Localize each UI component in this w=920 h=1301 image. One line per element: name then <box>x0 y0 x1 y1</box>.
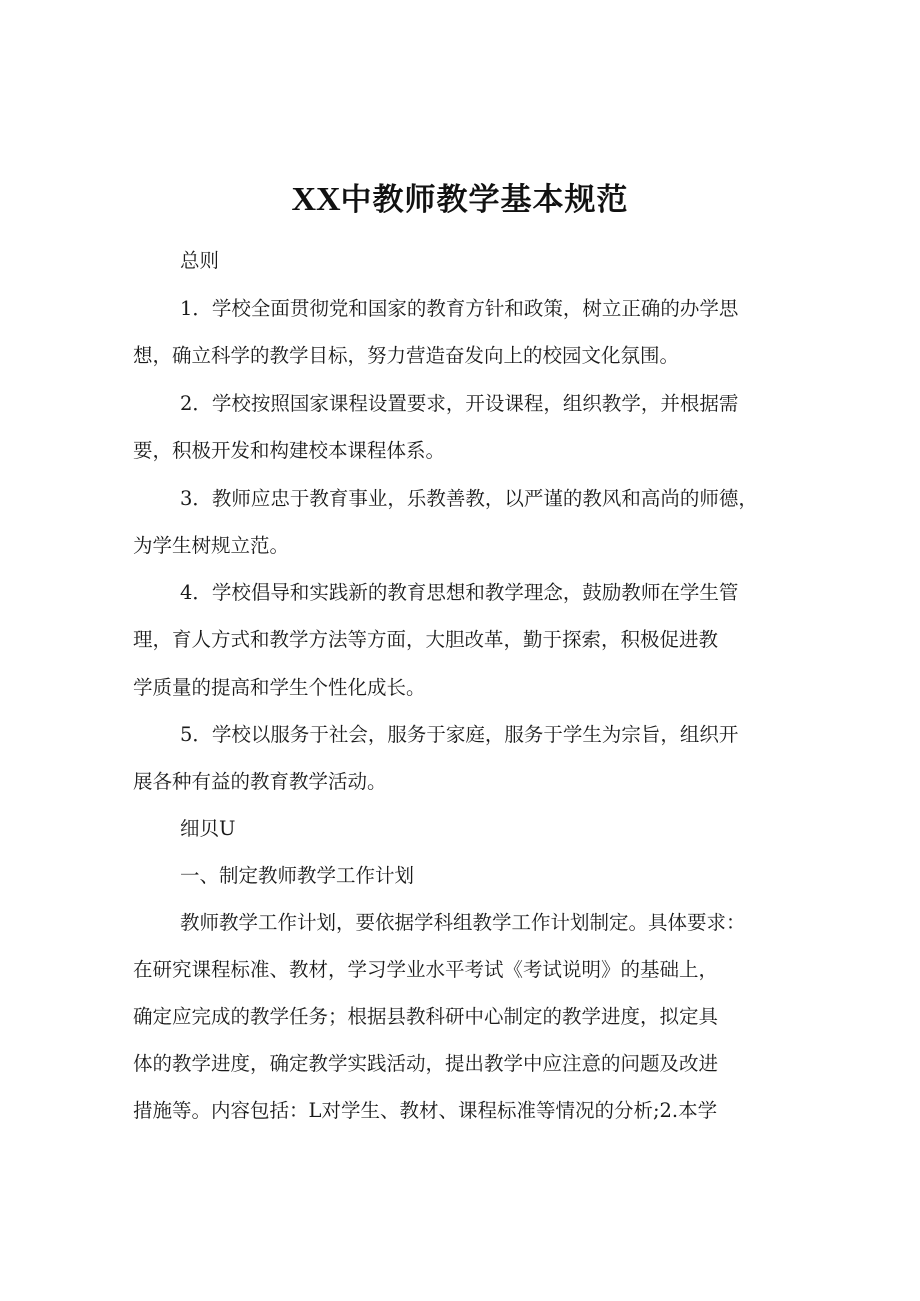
item-1-line-2: 想，确立科学的教学目标，努力营造奋发向上的校园文化氛围。 <box>133 344 680 367</box>
section-one-line-2: 在研究课程标准、教材，学习学业水平考试《考试说明》的基础上， <box>133 958 719 981</box>
section-one-heading: 一、制定教师教学工作计划 <box>180 864 415 887</box>
detail-heading: 细贝U <box>180 817 236 840</box>
item-3-line-1: 3．教师应忠于教育事业，乐教善教，以严谨的教风和高尚的师德， <box>180 487 758 510</box>
document-title <box>0 176 920 224</box>
item-5-line-2: 展各种有益的教育教学活动。 <box>133 770 387 793</box>
item-2-line-1: 2．学校按照国家课程设置要求，开设课程，组织教学，并根据需 <box>180 392 739 415</box>
item-4-line-2: 理，育人方式和教学方法等方面，大胆改革，勤于探索，积极促进教 <box>133 628 719 651</box>
item-5-line-1: 5．学校以服务于社会，服务于家庭，服务于学生为宗旨，组织开 <box>180 723 739 746</box>
general-heading: 总则 <box>180 249 220 272</box>
section-one-line-1: 教师教学工作计划，要依据学科组教学工作计划制定。具体要求： <box>180 911 746 934</box>
item-4-line-3: 学质量的提高和学生个性化成长。 <box>133 676 426 699</box>
item-1-line-1: 1．学校全面贯彻党和国家的教育方针和政策，树立正确的办学思 <box>180 297 739 320</box>
item-4-line-1: 4．学校倡导和实践新的教育思想和教学理念，鼓励教师在学生管 <box>180 581 739 604</box>
document-title-text: 中教师教学基本规范 <box>340 182 629 218</box>
section-one-line-4: 体的教学进度，确定教学实践活动，提出教学中应注意的问题及改进 <box>133 1052 719 1075</box>
item-2-line-2: 要，积极开发和构建校本课程体系。 <box>133 439 446 462</box>
section-one-line-5: 措施等。内容包括：L对学生、教材、课程标准等情况的分析;2.本学 <box>133 1099 718 1122</box>
section-one-line-3: 确定应完成的教学任务；根据县教科研中心制定的教学进度，拟定具 <box>133 1005 719 1028</box>
item-3-line-2: 为学生树规立范。 <box>133 534 290 557</box>
document-title-prefix: XX <box>291 181 341 218</box>
